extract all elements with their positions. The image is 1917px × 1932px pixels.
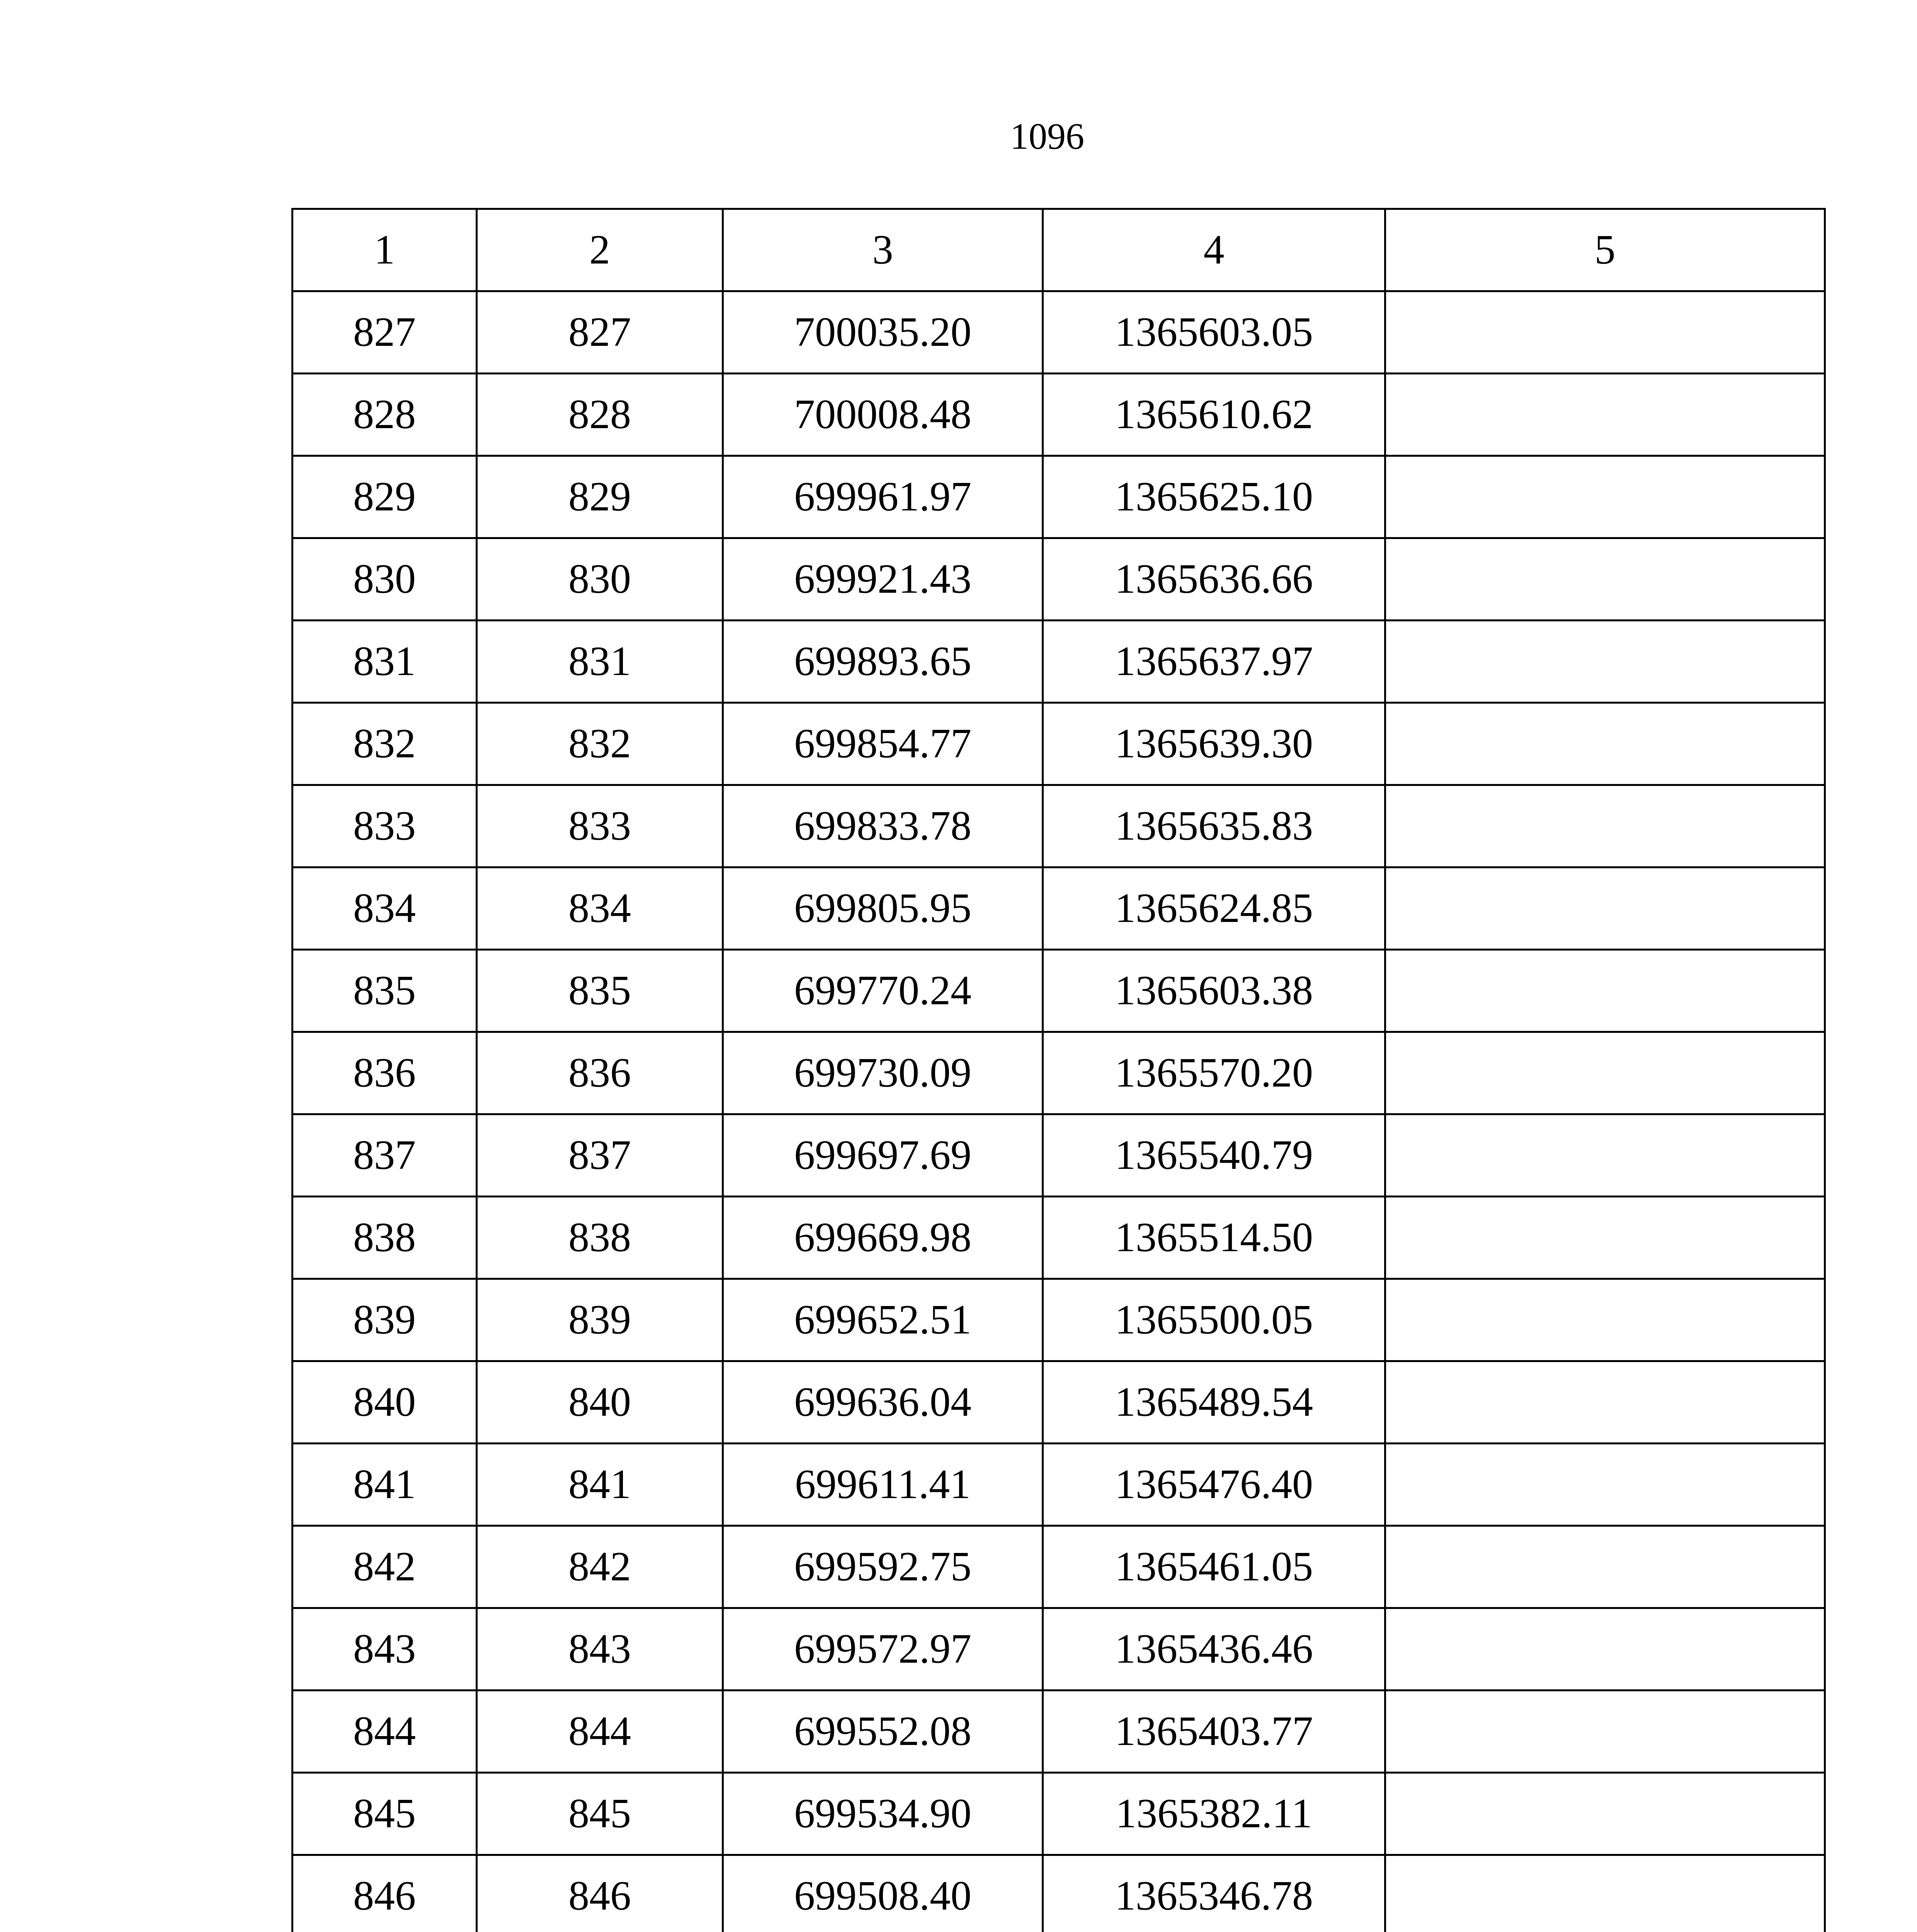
table-row [293,1855,1825,1932]
table-cell: 1365625.10 [1043,456,1385,538]
table-cell: 700008.48 [723,374,1043,456]
table-cell: 838 [477,1197,723,1279]
table-cell: 699611.41 [723,1444,1043,1526]
table-cell: 843 [293,1608,477,1690]
table-cell: 829 [293,456,477,538]
table-cell: 844 [477,1690,723,1773]
header-cell: 3 [723,209,1043,291]
table-cell [1385,1773,1825,1855]
table-cell [1385,1444,1825,1526]
table-row [293,374,1825,456]
table-body [293,209,1825,1932]
table-row [293,1279,1825,1361]
table-cell [1385,1279,1825,1361]
table-cell [1385,1855,1825,1932]
table-row [293,703,1825,785]
table-cell [1385,703,1825,785]
table-cell: 838 [293,1197,477,1279]
coordinates-table [291,208,1826,1932]
table-cell: 840 [477,1361,723,1444]
table-row [293,1032,1825,1114]
table-row [293,291,1825,374]
header-cell: 5 [1385,209,1825,291]
table-cell: 839 [477,1279,723,1361]
table-cell: 1365476.40 [1043,1444,1385,1526]
table-cell: 1365500.05 [1043,1279,1385,1361]
table-cell: 699636.04 [723,1361,1043,1444]
table-cell: 827 [477,291,723,374]
table-cell: 845 [477,1773,723,1855]
table-cell: 1365436.46 [1043,1608,1385,1690]
table-cell: 1365637.97 [1043,621,1385,703]
table-cell: 846 [293,1855,477,1932]
table-row [293,1361,1825,1444]
table-cell: 830 [293,538,477,621]
table-cell: 1365382.11 [1043,1773,1385,1855]
table-cell: 842 [477,1526,723,1608]
table-cell: 830 [477,538,723,621]
table-header-row [293,209,1825,291]
table-cell: 699730.09 [723,1032,1043,1114]
table-cell: 699805.95 [723,867,1043,950]
table-cell: 1365570.20 [1043,1032,1385,1114]
table-cell: 831 [477,621,723,703]
page-number: 1096 [1010,116,1084,157]
table-cell: 836 [293,1032,477,1114]
table-cell: 699572.97 [723,1608,1043,1690]
table-cell: 844 [293,1690,477,1773]
table-cell: 1365636.66 [1043,538,1385,621]
table-cell: 834 [293,867,477,950]
table-cell: 1365635.83 [1043,785,1385,867]
table-cell: 699652.51 [723,1279,1043,1361]
table-cell [1385,1361,1825,1444]
table-cell: 837 [477,1114,723,1197]
table-row [293,456,1825,538]
table-row [293,538,1825,621]
table-cell: 1365403.77 [1043,1690,1385,1773]
table-cell: 1365346.78 [1043,1855,1385,1932]
table-cell: 834 [477,867,723,950]
table-row [293,1690,1825,1773]
table-row [293,1444,1825,1526]
table-cell: 1365639.30 [1043,703,1385,785]
table-cell: 1365603.38 [1043,950,1385,1032]
table-cell: 832 [293,703,477,785]
table-cell [1385,950,1825,1032]
table-cell: 1365514.50 [1043,1197,1385,1279]
table-cell: 1365489.54 [1043,1361,1385,1444]
table-cell: 836 [477,1032,723,1114]
table-cell: 700035.20 [723,291,1043,374]
table-cell: 699592.75 [723,1526,1043,1608]
table-cell: 840 [293,1361,477,1444]
table-cell: 833 [293,785,477,867]
table-cell: 828 [477,374,723,456]
table-cell [1385,1608,1825,1690]
table-cell: 699770.24 [723,950,1043,1032]
table-cell: 699669.98 [723,1197,1043,1279]
table-cell: 842 [293,1526,477,1608]
table-cell: 841 [293,1444,477,1526]
table-cell: 837 [293,1114,477,1197]
table-cell [1385,1526,1825,1608]
table-cell: 835 [477,950,723,1032]
table-cell: 839 [293,1279,477,1361]
table-cell: 846 [477,1855,723,1932]
header-cell: 1 [293,209,477,291]
table-cell: 699697.69 [723,1114,1043,1197]
table-cell: 843 [477,1608,723,1690]
table-cell: 841 [477,1444,723,1526]
table-row [293,1526,1825,1608]
header-cell: 2 [477,209,723,291]
table-cell: 829 [477,456,723,538]
table-cell: 699833.78 [723,785,1043,867]
table-cell: 699552.08 [723,1690,1043,1773]
table-row [293,1608,1825,1690]
table-cell: 835 [293,950,477,1032]
table-cell: 1365603.05 [1043,291,1385,374]
table-cell: 827 [293,291,477,374]
table-cell: 699534.90 [723,1773,1043,1855]
table-row [293,1773,1825,1855]
table-cell: 699854.77 [723,703,1043,785]
header-cell: 4 [1043,209,1385,291]
table-cell [1385,456,1825,538]
table-cell [1385,374,1825,456]
table-cell: 1365461.05 [1043,1526,1385,1608]
table-cell: 828 [293,374,477,456]
table-cell [1385,291,1825,374]
table-cell: 1365624.85 [1043,867,1385,950]
table-cell [1385,785,1825,867]
table-row [293,867,1825,950]
table-cell [1385,1690,1825,1773]
table-row [293,1197,1825,1279]
table-row [293,621,1825,703]
table-cell: 1365610.62 [1043,374,1385,456]
table-row [293,785,1825,867]
table-cell [1385,621,1825,703]
table-cell [1385,1114,1825,1197]
table-cell [1385,1032,1825,1114]
table-cell [1385,867,1825,950]
table-cell: 699961.97 [723,456,1043,538]
table-row [293,950,1825,1032]
table-cell: 699508.40 [723,1855,1043,1932]
table-cell: 831 [293,621,477,703]
table-cell: 845 [293,1773,477,1855]
table-cell: 699893.65 [723,621,1043,703]
table-cell [1385,538,1825,621]
table-cell: 699921.43 [723,538,1043,621]
table-cell [1385,1197,1825,1279]
table-cell: 833 [477,785,723,867]
table-row [293,1114,1825,1197]
table-cell: 832 [477,703,723,785]
table-cell: 1365540.79 [1043,1114,1385,1197]
